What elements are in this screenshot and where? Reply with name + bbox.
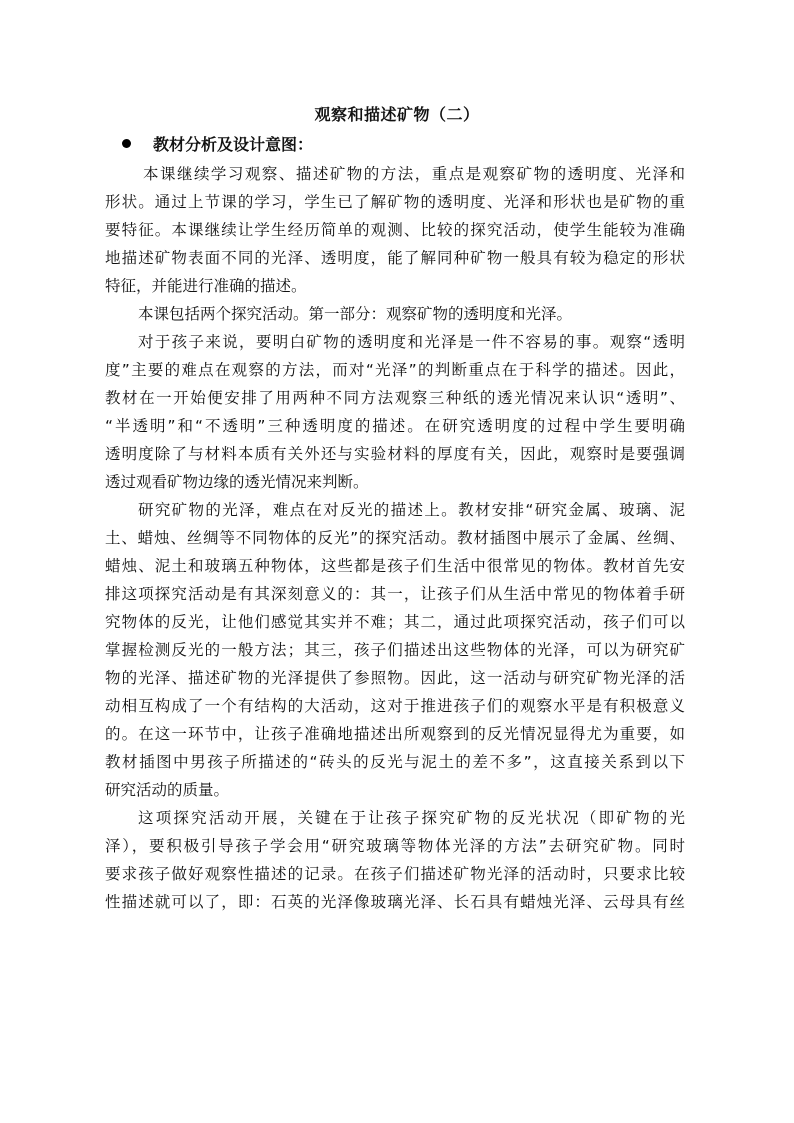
text-line: 泽），要积极引导孩子学会用“研究玻璃等物体光泽的方法”去研究矿物。同时 xyxy=(105,837,685,855)
text-line: 形状。通过上节课的学习，学生已了解矿物的透明度、光泽和形状也是矿物的重 xyxy=(105,193,685,211)
document-title: 观察和描述矿物（二） xyxy=(314,105,480,124)
paragraph xyxy=(105,300,685,328)
text-line: 对于孩子来说，要明白矿物的透明度和光泽是一件不容易的事。观察“透明 xyxy=(138,333,685,351)
text-line: 研究活动的质量。 xyxy=(105,781,230,799)
text-line: 要求孩子做好观察性描述的记录。在孩子们描述矿物光泽的活动时，只要求比较 xyxy=(105,865,685,883)
paragraph xyxy=(105,160,685,300)
text-line: 透明度除了与材料本质有关外还与实验材料的厚度有关，因此，观察时是要强调 xyxy=(105,445,685,463)
text-line: 物的光泽、描述矿物的光泽提供了参照物。因此，这一活动与研究矿物光泽的活 xyxy=(105,669,685,687)
text-line: “半透明”和“不透明”三种透明度的描述。在研究透明度的过程中学生要明确 xyxy=(105,417,685,435)
text-line: 教材在一开始便安排了用两种不同方法观察三种纸的透光情况来认识“透明”、 xyxy=(105,389,685,407)
paragraph xyxy=(105,496,685,804)
text-line: 特征，并能进行准确的描述。 xyxy=(105,277,307,295)
text-line: 度”主要的难点在观察的方法，而对“光泽”的判断重点在于科学的描述。因此， xyxy=(105,361,685,379)
text-line: 性描述就可以了，即：石英的光泽像玻璃光泽、长石具有蜡烛光泽、云母具有丝 xyxy=(105,893,685,911)
text-line: 教材插图中男孩子所描述的“砖头的反光与泥土的差不多”，这直接关系到以下 xyxy=(105,753,685,771)
text-line: 本课包括两个探究活动。第一部分：观察矿物的透明度和光泽。 xyxy=(138,305,573,323)
text-line: 透过观看矿物边缘的透光情况来判断。 xyxy=(105,473,369,491)
section-heading xyxy=(122,132,313,155)
text-line: 蜡烛、泥土和玻璃五种物体，这些都是孩子们生活中很常见的物体。教材首先安 xyxy=(105,557,685,575)
text-line: 究物体的反光，让他们感觉其实并不难；其二，通过此项探究活动，孩子们可以 xyxy=(105,613,685,631)
text-line: 排这项探究活动是有其深刻意义的：其一，让孩子们从生活中常见的物体着手研 xyxy=(105,585,685,603)
text-line: 动相互构成了一个有结构的大活动，这对于推进孩子们的观察水平是有积极意义 xyxy=(105,697,685,715)
paragraph xyxy=(105,328,685,496)
text-line: 掌握检测反光的一般方法；其三，孩子们描述出这些物体的光泽，可以为研究矿 xyxy=(105,641,685,659)
text-line: 的。在这一环节中，让孩子准确地描述出所观察到的反光情况显得尤为重要，如 xyxy=(105,725,685,743)
document-body xyxy=(105,160,685,916)
text-line: 这项探究活动开展，关键在于让孩子探究矿物的反光状况（即矿物的光 xyxy=(138,809,685,827)
text-line: 研究矿物的光泽，难点在对反光的描述上。教材安排“研究金属、玻璃、泥 xyxy=(138,501,685,519)
text-line: 要特征。本课继续让学生经历简单的观测、比较的探究活动，使学生能较为准确 xyxy=(105,221,685,239)
section-heading-text: 教材分析及设计意图： xyxy=(153,135,314,154)
text-line: 地描述矿物表面不同的光泽、透明度，能了解同种矿物一般具有较为稳定的形状 xyxy=(105,249,685,267)
bullet-icon xyxy=(122,139,131,148)
paragraph xyxy=(105,804,685,916)
text-line: 本课继续学习观察、描述矿物的方法，重点是观察矿物的透明度、光泽和 xyxy=(143,165,685,183)
text-line: 土、蜡烛、丝绸等不同物体的反光”的探究活动。教材插图中展示了金属、丝绸、 xyxy=(105,529,685,547)
